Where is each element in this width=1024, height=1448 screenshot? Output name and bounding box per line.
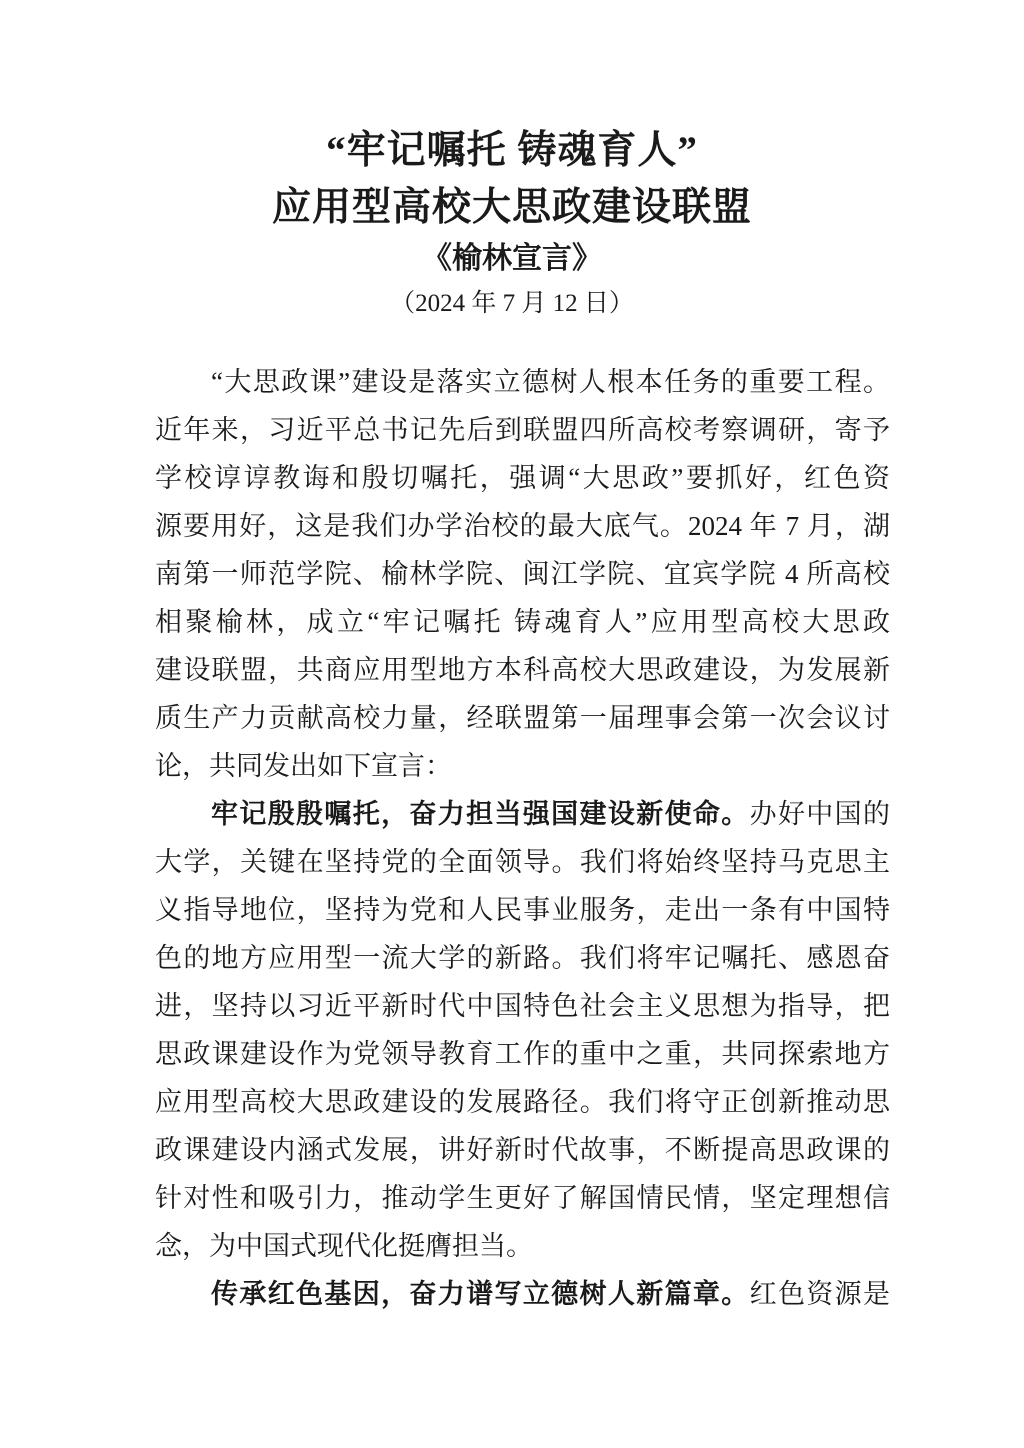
document-subtitle: 《榆林宣言》 bbox=[422, 242, 602, 275]
text-line bbox=[155, 790, 890, 838]
text-line bbox=[155, 694, 890, 742]
text-segment: 大学，关键在坚持党的全面领导。我们将始终坚持马克思主 bbox=[155, 847, 890, 877]
text-segment: 论，共同发出如下宣言： bbox=[155, 751, 452, 781]
text-line bbox=[155, 1222, 890, 1270]
text-line bbox=[155, 646, 890, 694]
document-title-line1: “牢记嘱托 铸魂育人” bbox=[326, 129, 698, 172]
text-line bbox=[155, 838, 890, 886]
text-segment: “大思政课”建设是落实立德树人根本任务的重要工程。 bbox=[211, 367, 890, 397]
text-segment: 相聚榆林，成立“牢记嘱托 铸魂育人”应用型高校大思政 bbox=[155, 607, 890, 637]
text-segment: 近年来，习近平总书记先后到联盟四所高校考察调研，寄予 bbox=[155, 415, 890, 445]
text-line bbox=[155, 1270, 890, 1318]
text-line bbox=[155, 742, 890, 790]
document-header bbox=[0, 122, 1024, 326]
text-line bbox=[155, 934, 890, 982]
text-segment: 南第一师范学院、榆林学院、闽江学院、宜宾学院 4 所高校 bbox=[155, 559, 890, 589]
text-segment: 思政课建设作为党领导教育工作的重中之重，共同探索地方 bbox=[155, 1039, 890, 1069]
text-segment: 源要用好，这是我们办学治校的最大底气。2024 年 7 月，湖 bbox=[155, 511, 890, 541]
text-line bbox=[155, 406, 890, 454]
text-segment: 念，为中国式现代化挺膺担当。 bbox=[155, 1231, 533, 1261]
text-segment: 政课建设内涵式发展，讲好新时代故事，不断提高思政课的 bbox=[155, 1135, 890, 1165]
text-line bbox=[155, 1126, 890, 1174]
text-segment: 应用型高校大思政建设的发展路径。我们将守正创新推动思 bbox=[155, 1087, 890, 1117]
text-segment: 学校谆谆教诲和殷切嘱托，强调“大思政”要抓好，红色资 bbox=[155, 463, 890, 493]
text-segment: 进，坚持以习近平新时代中国特色社会主义思想为指导，把 bbox=[155, 991, 890, 1021]
text-segment: 建设联盟，共商应用型地方本科高校大思政建设，为发展新 bbox=[155, 655, 890, 685]
text-segment: 针对性和吸引力，推动学生更好了解国情民情，坚定理想信 bbox=[155, 1183, 890, 1213]
text-line bbox=[155, 358, 890, 406]
text-line bbox=[155, 1030, 890, 1078]
text-line bbox=[155, 598, 890, 646]
text-segment: 办好中国的 bbox=[749, 799, 891, 829]
text-segment: 红色资源是 bbox=[749, 1279, 891, 1309]
text-line bbox=[155, 502, 890, 550]
document-date: （2024 年 7 月 12 日） bbox=[390, 290, 634, 317]
text-line bbox=[155, 1174, 890, 1222]
document-body bbox=[155, 358, 890, 1318]
document-title-line2: 应用型高校大思政建设联盟 bbox=[271, 186, 752, 229]
bold-text-segment: 传承红色基因，奋力谱写立德树人新篇章。 bbox=[211, 1279, 750, 1309]
text-line bbox=[155, 454, 890, 502]
text-line bbox=[155, 982, 890, 1030]
text-segment: 色的地方应用型一流大学的新路。我们将牢记嘱托、感恩奋 bbox=[155, 943, 890, 973]
text-line bbox=[155, 1078, 890, 1126]
text-line bbox=[155, 886, 890, 934]
text-segment: 义指导地位，坚持为党和人民事业服务，走出一条有中国特 bbox=[155, 895, 890, 925]
text-line bbox=[155, 550, 890, 598]
bold-text-segment: 牢记殷殷嘱托，奋力担当强国建设新使命。 bbox=[211, 799, 750, 829]
text-segment: 质生产力贡献高校力量，经联盟第一届理事会第一次会议讨 bbox=[155, 703, 890, 733]
